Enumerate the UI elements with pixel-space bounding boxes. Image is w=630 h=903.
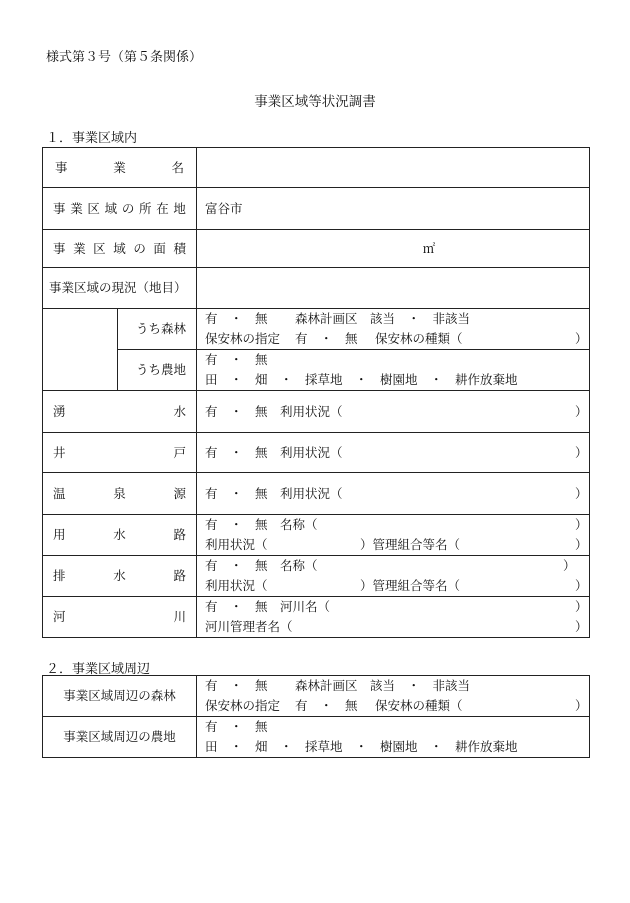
row-location: [43, 188, 590, 230]
current-state-field[interactable]: [197, 268, 590, 309]
row-surrounding-farmland: [43, 717, 590, 758]
business-name-field[interactable]: [197, 148, 590, 188]
row-intake-channel: [43, 515, 590, 556]
row-river: [43, 597, 590, 638]
row-well: [43, 433, 590, 473]
row-drain-channel: [43, 556, 590, 597]
row-spring: [43, 391, 590, 433]
hot-spring-label: 温 泉 源: [43, 473, 197, 515]
row-hot-spring: [43, 473, 590, 515]
area-unit: ㎡: [422, 240, 436, 256]
document-title: 事業区域等状況調書: [254, 94, 376, 110]
forest-field[interactable]: 有 ・ 無 森林計画区 該当 ・ 非該当 保安林の指定 有 ・ 無 保安林の種類（ ）: [197, 309, 590, 350]
row-farmland: [43, 350, 590, 391]
drain-channel-field[interactable]: 有 ・ 無 名称（ ） 利用状況（ ）管理組合等名（ ）: [197, 556, 590, 597]
row-area: [43, 230, 590, 268]
business-name-label: 事 業 名: [43, 148, 197, 188]
current-state-blank: [43, 309, 118, 391]
area-field[interactable]: [197, 230, 590, 268]
farmland-sub-label: うち農地: [118, 350, 197, 391]
intake-channel-label: 用 水 路: [43, 515, 197, 556]
well-field[interactable]: 有 ・ 無 利用状況（ ）: [197, 433, 590, 473]
farmland-field[interactable]: 有 ・ 無 田 ・ 畑 ・ 採草地 ・ 樹園地 ・ 耕作放棄地: [197, 350, 590, 391]
forest-sub-label: うち森林: [118, 309, 197, 350]
surrounding-farmland-field[interactable]: 有 ・ 無 田 ・ 畑 ・ 採草地 ・ 樹園地 ・ 耕作放棄地: [197, 717, 590, 758]
spring-label: 湧 水: [43, 391, 197, 433]
area-label: 事 業 区 域 の 面 積: [43, 230, 197, 268]
row-surrounding-forest: [43, 676, 590, 717]
row-current-state: [43, 268, 590, 309]
hot-spring-field[interactable]: 有 ・ 無 利用状況（ ）: [197, 473, 590, 515]
table-inside-area: [42, 147, 590, 638]
form-number: 様式第３号（第５条関係）: [46, 50, 203, 65]
drain-channel-label: 排 水 路: [43, 556, 197, 597]
location-field[interactable]: 富谷市: [197, 188, 590, 230]
river-label: 河 川: [43, 597, 197, 638]
spring-field[interactable]: 有 ・ 無 利用状況（ ）: [197, 391, 590, 433]
location-label: 事 業 区 域 の 所 在 地: [43, 188, 197, 230]
surrounding-forest-field[interactable]: 有 ・ 無 森林計画区 該当 ・ 非該当 保安林の指定 有 ・ 無 保安林の種類（ ）: [197, 676, 590, 717]
intake-channel-field[interactable]: 有 ・ 無 名称（ ） 利用状況（ ）管理組合等名（ ）: [197, 515, 590, 556]
table-surrounding-area: [42, 675, 590, 758]
current-state-label: 事業区域の現況（地目）: [43, 268, 197, 309]
well-label: 井 戸: [43, 433, 197, 473]
river-field[interactable]: 有 ・ 無 河川名（ ） 河川管理者名（ ）: [197, 597, 590, 638]
row-forest: [43, 309, 590, 350]
surrounding-farmland-label: 事業区域周辺の農地: [43, 717, 197, 758]
surrounding-forest-label: 事業区域周辺の森林: [43, 676, 197, 717]
section-1-heading: １．事業区域内: [46, 131, 138, 146]
section-2-heading: ２．事業区域周辺: [46, 662, 151, 677]
row-business-name: [43, 148, 590, 188]
